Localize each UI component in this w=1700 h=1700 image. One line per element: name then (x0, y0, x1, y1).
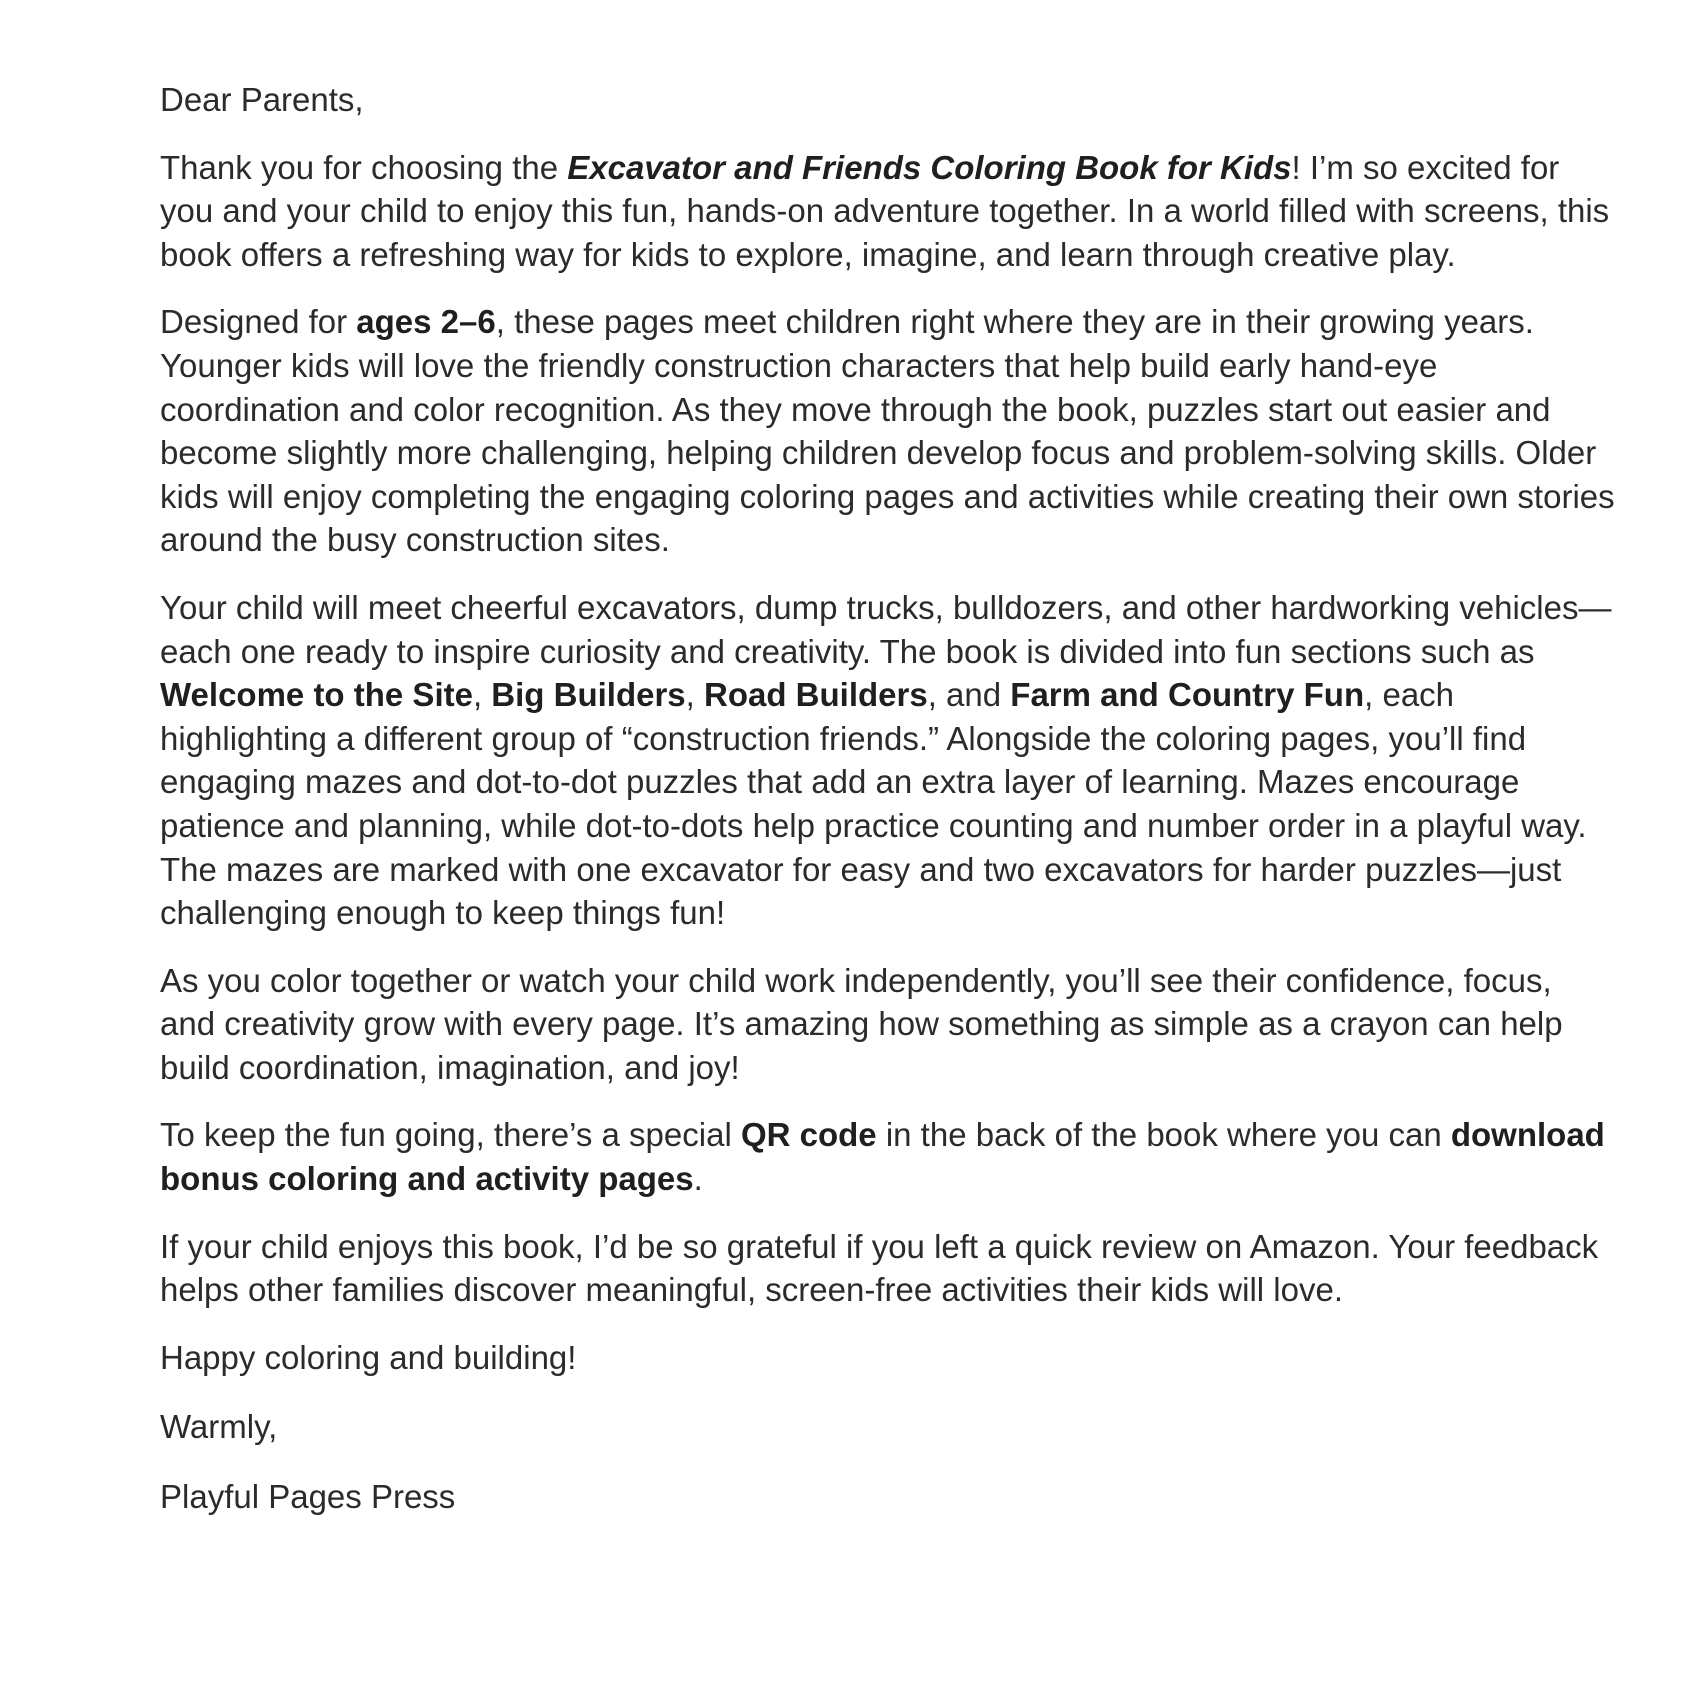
sections-text-continued: , each highlighting a different group of “construction friends.” Alongside the coloring pages, you’ll find engaging mazes and dot-to-dot puzzles that add an extra layer of learning. Mazes encourage patience and planning, while dot-to-dots help practice counting and number order in a playful way. The mazes are marked with one excavator for easy and two excavators for harder puzzles—just challenging enough to keep things fun! (160, 676, 1587, 932)
signoff: Warmly, (160, 1408, 278, 1446)
qr-text: To keep the fun going, there’s a special (160, 1116, 741, 1154)
section-farm-and-country-fun: Farm and Country Fun (1010, 676, 1365, 714)
book-title: Excavator and Friends Coloring Book for Kids (567, 148, 1292, 186)
ages-text: Designed for (160, 303, 357, 341)
letter-body (160, 78, 1615, 1543)
age-range: ages 2–6 (356, 303, 496, 341)
signature: Playful Pages Press (160, 1478, 456, 1516)
sections-text: Your child will meet cheerful excavators, dump trucks, bulldozers, and other hardworking vehicles—each one ready to inspire curiosity and creativity. The book is divided into fun sections such as (160, 588, 1612, 670)
section-big-builders: Big Builders (491, 676, 686, 714)
sections-separator: , and (927, 676, 1011, 714)
paragraph-review-request: If your child enjoys this book, I’d be so grateful if you left a quick review on Amazon. Your feedback helps other families discover meaningful, screen-free activities their kids will love. (160, 1227, 1599, 1309)
paragraph-ages (160, 300, 1615, 562)
download-bonus-label: download bonus coloring and activity pages (160, 1116, 1605, 1198)
qr-code-label: QR code (740, 1116, 877, 1154)
paragraph-confidence: As you color together or watch your child work independently, you’ll see their confidence, focus, and creativity grow with every page. It’s amazing how something as simple as a crayon can help build coordination, imagination, and joy! (160, 961, 1563, 1086)
sections-separator: , (685, 676, 704, 714)
paragraph-sections (160, 586, 1615, 935)
paragraph-intro (160, 146, 1615, 277)
intro-text: Thank you for choosing the (160, 148, 568, 186)
intro-text-continued: ! I’m so excited for you and your child to enjoy this fun, hands-on adventure together. In a world filled with screens, this book offers a refreshing way for kids to explore, imagine, and learn through creative play. (160, 148, 1610, 273)
section-welcome-to-the-site: Welcome to the Site (160, 676, 473, 714)
paragraph-qr-code (160, 1113, 1615, 1200)
qr-text-end: . (693, 1160, 703, 1198)
qr-text-middle: in the back of the book where you can (876, 1116, 1451, 1154)
section-road-builders: Road Builders (704, 676, 928, 714)
sections-separator: , (472, 676, 492, 714)
closing-line: Happy coloring and building! (160, 1338, 577, 1376)
ages-text-continued: , these pages meet children right where they are in their growing years. Younger kids will love the friendly construction characters that help build early hand-eye coordination and color recognition. As they move through the book, puzzles start out easier and become slightly more challenging, helping children develop focus and problem-solving skills. Older kids will enjoy completing the engaging coloring pages and activities while creating their own stories around the busy construction sites. (160, 303, 1615, 559)
greeting: Dear Parents, (160, 81, 364, 118)
